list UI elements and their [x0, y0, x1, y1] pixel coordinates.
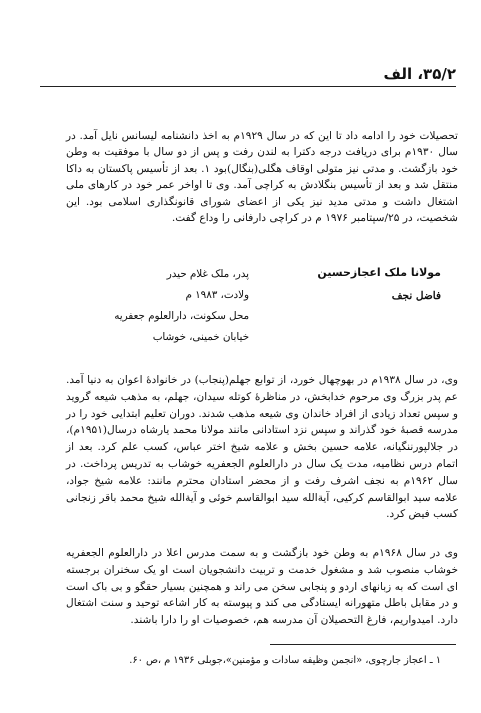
entry-title: فاضل نجف	[391, 290, 441, 302]
page-header	[40, 60, 456, 86]
info-address: خیابان خمینی، خوشاب	[152, 331, 249, 343]
footnote-divider	[270, 644, 456, 645]
info-father: پدر، ملک غلام حیدر	[166, 268, 249, 280]
page-number: ۳۵/۲، الف	[383, 65, 456, 83]
intro-paragraph: تحصیلات خود را ادامه داد تا این که در سال ۱۹۲۹م به اخذ دانشنامه لیسانس نایل آمد. در سال ۱۹۳۰م برای دریافت درجه دکترا به لندن رفت و پس از دو سال با موفقیت به وطن خود بازگشت. و مدتی نیز متولی اوقاف هگلی(بنگال)بود ۱. بعد از تأسیس پاکستان به داکا منتقل شد و بعد از تأسیس بنگلادش به کراچی آمد. وی تا اواخر عمر خود در کارهای ملی اشتغال داشت و مدتی مدید نیز یکی از اعضای شورای قانونگذاری اسلامی بود. این شخصیت، در ۲۵/سپتامبر ۱۹۷۶ م در کراچی دارفانی را وداع گفت.	[66, 130, 459, 225]
footnote: ۱ ـ اعجاز جارچوی، «انجمن وظیفه سادات و مؤمنین»،جوبلی ۱۹۳۶ م ،ص ۶۰.	[129, 655, 441, 666]
info-residence: محل سکونت، دارالعلوم جعفریه	[114, 310, 249, 322]
career-paragraph: وی در سال ۱۹۶۸م به وطن خود بازگشت و به سمت مدرس اعلا در دارالعلوم الجعفریه خوشاب منصوب شد و مشغول خدمت و تربیت دانشجویان است او یک سخنران برجسته ای است که به زبانهای اردو و پنجابی سخن می راند و همچنین بسیار حقگو و بی باک است و در مقابل باطل متهورانه ایستادگی می کند و پیوسته به کار اشاعه توحید و سنت اشتغال دارد. امیدواریم، فارغ التحصیلان آن مدرسه هم، خصوصیات او را دارا باشند.	[66, 547, 458, 627]
biography-paragraph: وی، در سال ۱۹۳۸م در بهوچهال خورد، از توابع جهلم(پنجاب) در خانوادهٔ اعوان به دنیا آمد. عم پدر بزرگ وی مرحوم خدابخش، در مناظرهٔ کوتله سیدان، جهلم، به مذهب شیعه گروید و سپس تعداد زیادی از افراد خاندان وی شیعه مذهب شدند. دوران تعلیم ابتدایی خود را در مدرسه قصبهٔ خود گذراند و سپس نزد استادانی مانند مولانا محمد یارشاه درسال(۱۹۵۱م)، در جلالپورننگیانه، علامه حسین بخش و علامه شیخ اختر عباس، کسب علم کرد. بعد از اتمام درس نظامیه، مدت یک سال در دارالعلوم الجعفریه خوشاب به تدریس پرداخت. در سال ۱۹۶۲م به نجف اشرف رفت و از محضر استادان محترم مانند: علامه شیخ جواد، علامه سید ابوالقاسم کرکیی، آیةالله سید ابوالقاسم خوئی و آیةالله شیخ محمد باقر زنجانی کسب فیض کرد.	[66, 374, 459, 521]
entry-name: مولانا ملک اعجازحسین	[317, 266, 441, 279]
info-birth: ولادت، ۱۹۸۳ م	[185, 289, 249, 301]
header-divider	[40, 86, 456, 87]
entry-info-block	[69, 264, 249, 348]
